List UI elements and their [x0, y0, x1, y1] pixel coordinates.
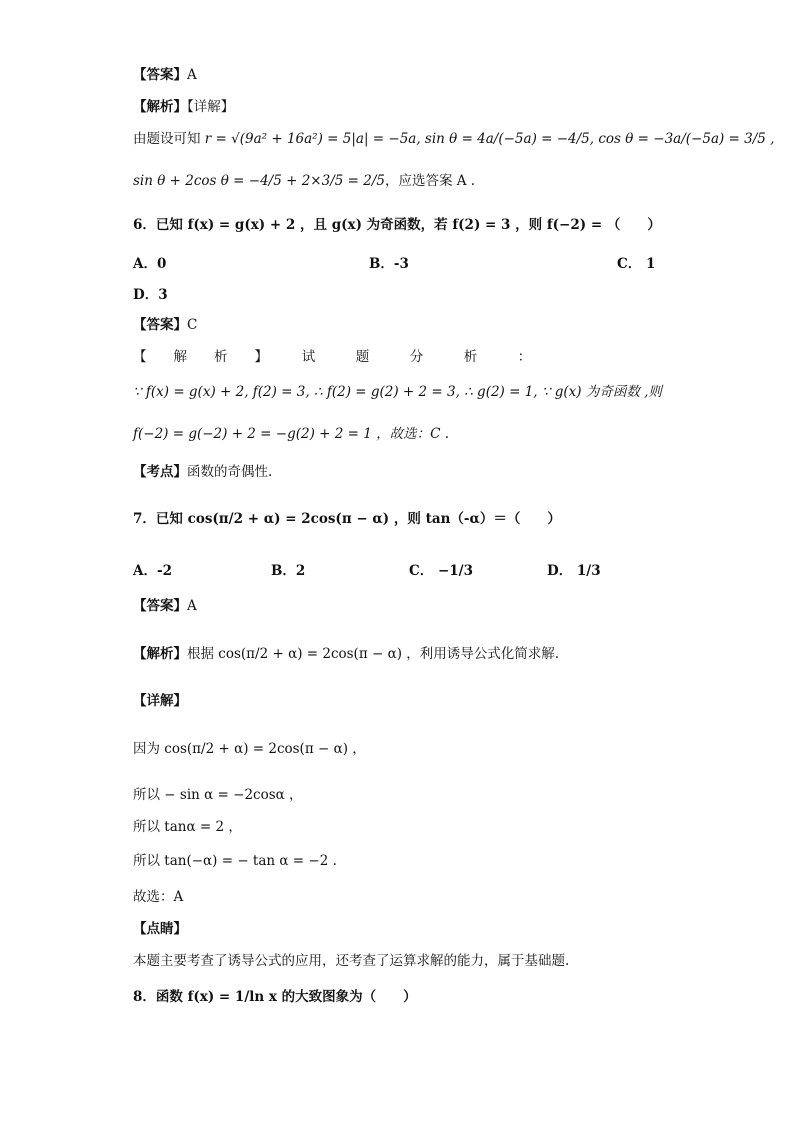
q6-option-b: B．-3: [369, 256, 409, 272]
q6-option-c: C． 1: [617, 256, 656, 272]
q6-stem: 6．已知 f(x) = g(x) + 2 ，且 g(x) 为奇函数，若 f(2) = 3 ，则 f(−2) = （ ）: [133, 217, 661, 233]
answer-tag: 【答案】: [133, 598, 187, 614]
point-text: 函数的奇偶性.: [187, 464, 273, 480]
q7-comment-text: 本题主要考查了诱导公式的应用，还考查了运算求解的能力，属于基础题.: [133, 953, 570, 969]
q7-analysis-line: [133, 645, 559, 663]
math-expression: r = √(9a² + 16a²) = 5|a| = −5a, sin θ = 4a/(−5a) = −4/5, cos θ = −3a/(−5a) = 3/5 ,: [204, 131, 775, 147]
q7-option-c: C． −1/3: [409, 563, 473, 579]
q7-comment-tag: 【点睛】: [133, 921, 187, 937]
q7-option-a: A．-2: [133, 563, 172, 579]
q7-detail-line-4: 所以 tan(−α) = − tan α = −2 .: [133, 853, 337, 869]
detail-tag: 【详解】: [187, 99, 235, 115]
point-tag: 【考点】: [133, 464, 187, 480]
text: 由题设可知: [133, 131, 201, 147]
q6-point-line: [133, 463, 272, 481]
q7-detail-tag: 【详解】: [133, 693, 187, 709]
analysis-tag: 【解析】: [133, 99, 187, 115]
q8-stem: 8．函数 f(x) = 1/ln x 的大致图象为（ ）: [133, 989, 417, 1005]
q7-detail-line-2: 所以 − sin α = −2cosα ，: [133, 787, 303, 803]
q7-stem: 7．已知 cos(π/2 + α) = 2cos(π − α) ，则 tan（-α）＝（ ）: [133, 511, 561, 527]
answer-value: A: [187, 67, 197, 83]
q7-detail-line-3: 所以 tanα = 2 ，: [133, 819, 242, 835]
q5-answer-line: [133, 66, 197, 84]
q6-option-a: A．0: [133, 256, 167, 272]
q7-answer-line: [133, 597, 197, 615]
answer-tag: 【答案】: [133, 67, 187, 83]
q5-derivation-line-1: [133, 130, 774, 148]
q5-analysis-line: [133, 98, 234, 116]
analysis-tag: 【解析】: [133, 646, 187, 662]
q6-answer-line: [133, 316, 197, 334]
q7-detail-line-5: 故选：A: [133, 889, 184, 905]
q5-derivation-line-2: [133, 172, 475, 190]
q7-option-d: D． 1/3: [547, 563, 601, 579]
answer-value: C: [187, 317, 198, 333]
math-expression: sin θ + 2cos θ = −4/5 + 2×3/5 = 2/5: [133, 173, 385, 189]
analysis-text: 根据 cos(π/2 + α) = 2cos(π − α) ，利用诱导公式化简求解.: [187, 646, 560, 662]
answer-tag: 【答案】: [133, 317, 187, 333]
q7-option-b: B．2: [271, 563, 306, 579]
q6-derivation-line-2: f(−2) = g(−2) + 2 = −g(2) + 2 = 1 ，故选：C .: [133, 426, 450, 442]
analysis-header: 【 解 析 】 试 题 分 析 ：: [133, 349, 532, 365]
q6-analysis-header: [133, 348, 531, 366]
q7-detail-line-1: 因为 cos(π/2 + α) = 2cos(π − α) ，: [133, 741, 366, 757]
q6-derivation-line-1: ∵ f(x) = g(x) + 2, f(2) = 3, ∴ f(2) = g(2) + 2 = 3, ∴ g(2) = 1, ∵ g(x) 为奇函数 ,则: [133, 384, 662, 400]
answer-value: A: [187, 598, 197, 614]
text: ，应选答案 A .: [384, 173, 476, 189]
q6-option-d: D．3: [133, 287, 168, 303]
